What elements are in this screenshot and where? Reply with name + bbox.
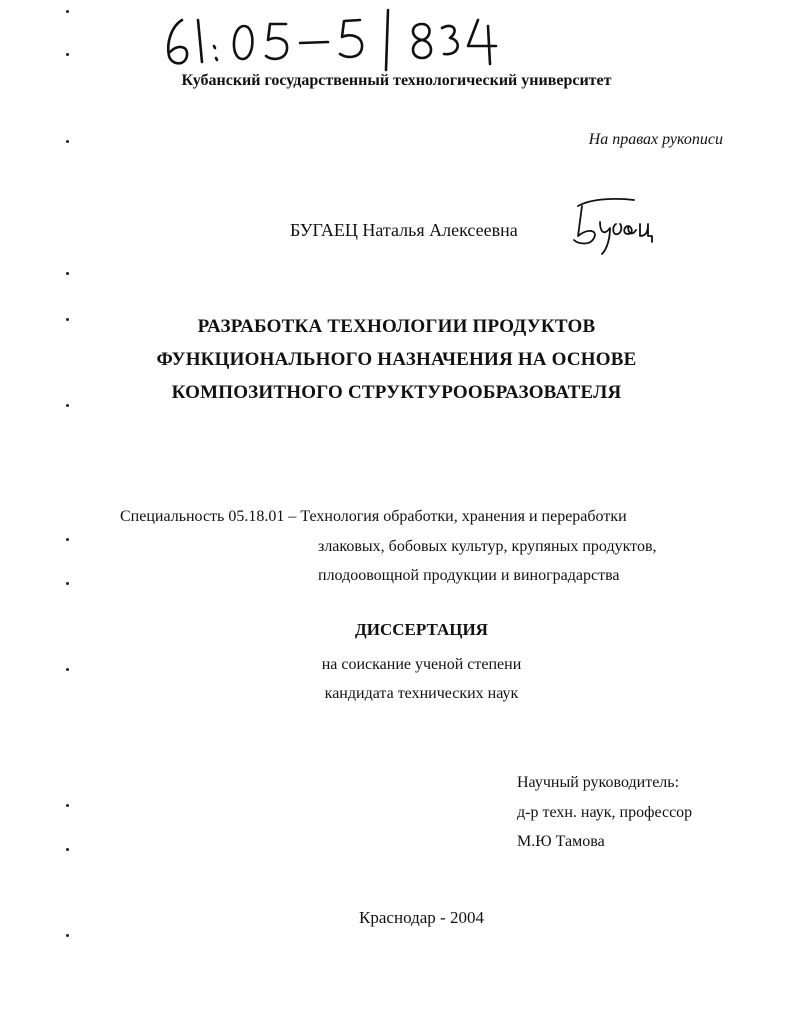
scan-speck <box>66 272 69 275</box>
scan-speck <box>66 934 69 937</box>
author-name: БУГАЕЦ Наталья Алексеевна <box>290 220 518 240</box>
scan-speck <box>66 404 69 407</box>
degree-line-1: на соискание ученой степени <box>321 656 522 673</box>
scan-speck <box>66 668 69 671</box>
scan-speck <box>66 53 69 56</box>
archive-code-handwriting <box>160 6 520 76</box>
scan-speck <box>66 318 69 321</box>
title-line-1: РАЗРАБОТКА ТЕХНОЛОГИИ ПРОДУКТОВ <box>197 316 596 337</box>
specialty-line-3: плодоовощной продукции и виноградарства <box>318 567 620 584</box>
supervisor-block <box>517 768 692 857</box>
author-signature <box>548 196 668 258</box>
specialty-line-2: злаковых, бобовых культур, крупяных продуктов, <box>318 537 657 555</box>
scan-speck <box>66 538 69 541</box>
scan-speck <box>66 10 69 13</box>
degree-block <box>0 650 793 708</box>
supervisor-label: Научный руководитель: <box>517 774 680 791</box>
scan-speck <box>66 804 69 807</box>
scan-speck <box>66 140 69 143</box>
scan-speck <box>66 582 69 585</box>
title-line-3: КОМПОЗИТНОГО СТРУКТУРООБРАЗОВАТЕЛЯ <box>171 382 622 403</box>
supervisor-name: М.Ю Тамова <box>517 833 605 850</box>
dissertation-title <box>0 310 793 409</box>
manuscript-rights-note: На правах рукописи <box>588 131 723 148</box>
scan-speck <box>66 848 69 851</box>
specialty-block <box>120 502 657 591</box>
city-and-year: Краснодар - 2004 <box>359 908 484 927</box>
university-name: Кубанский государственный технологический университет <box>181 72 612 89</box>
specialty-line-1: Специальность 05.18.01 – Технология обработки, хранения и переработки <box>120 508 627 525</box>
document-type-heading: ДИССЕРТАЦИЯ <box>355 620 488 639</box>
degree-line-2: кандидата технических наук <box>324 685 519 702</box>
supervisor-degree: д-р техн. наук, профессор <box>517 803 693 821</box>
title-line-2: ФУНКЦИОНАЛЬНОГО НАЗНАЧЕНИЯ НА ОСНОВЕ <box>156 349 637 370</box>
